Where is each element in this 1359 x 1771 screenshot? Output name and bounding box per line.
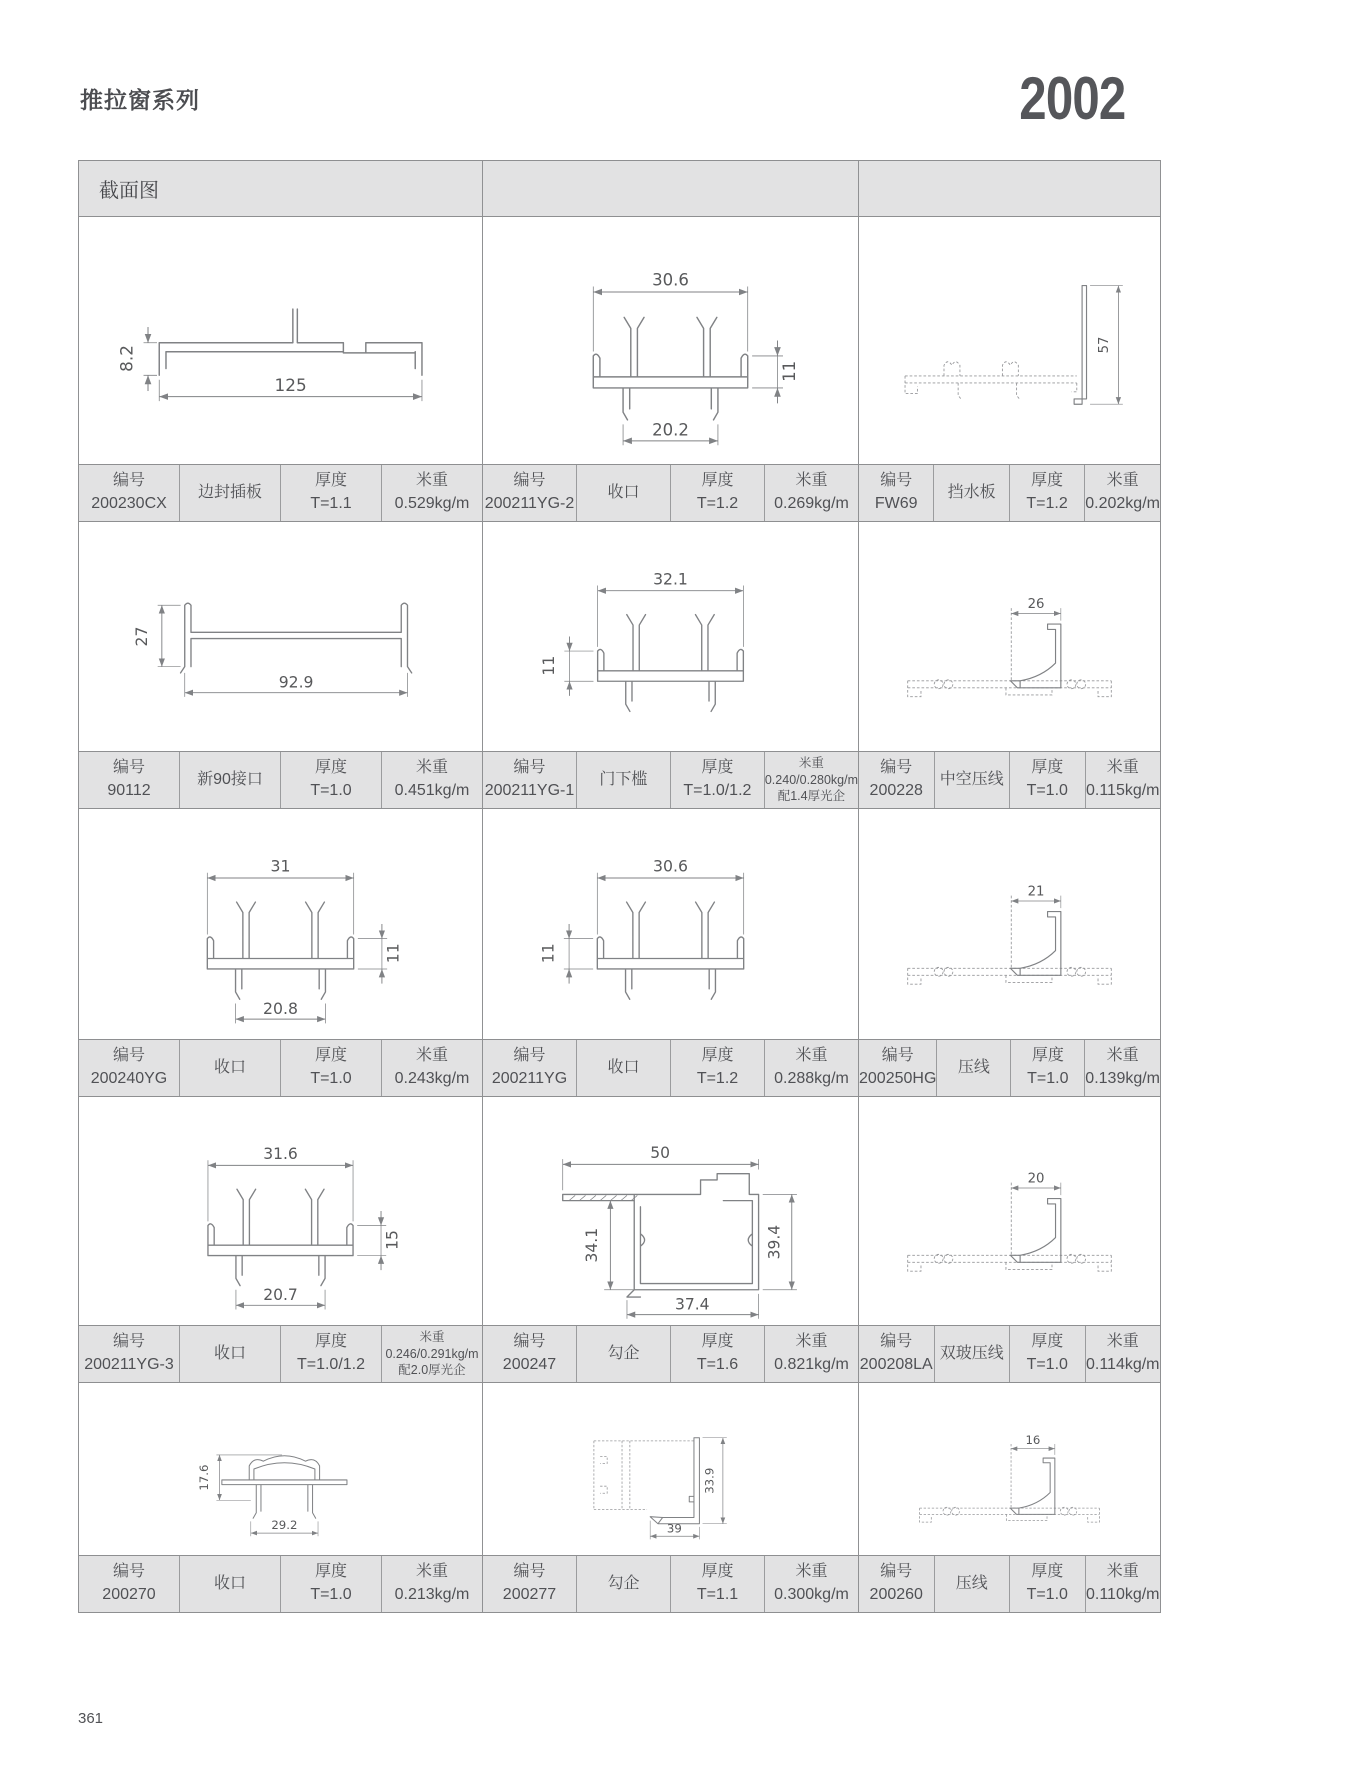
- profile-outline: [159, 309, 422, 375]
- weight-cell: 米重 0.300kg/m: [764, 1556, 858, 1612]
- name-cell: 勾企: [576, 1556, 670, 1612]
- weight-cell: 米重 0.213kg/m: [381, 1556, 482, 1612]
- dim-width: 29.2: [271, 1518, 298, 1533]
- name-cell: 收口: [179, 1556, 280, 1612]
- name-cell: 挡水板: [933, 465, 1008, 521]
- thickness-cell: 厚度 T=1.6: [670, 1326, 764, 1382]
- header-cell: [483, 161, 859, 216]
- diagram-row-1: [79, 217, 1161, 464]
- name-cell: 边封插板: [179, 465, 280, 521]
- dim-height: 8.2: [116, 345, 137, 372]
- info-200211YG-3: [79, 1326, 483, 1382]
- dim-width: 26: [1027, 597, 1045, 613]
- info-row-2: [79, 751, 1161, 809]
- name-cell: 新90接口: [179, 752, 280, 808]
- dim-height: 17.6: [196, 1464, 211, 1491]
- dim-width: 20: [1027, 1171, 1045, 1187]
- info-200247: [483, 1326, 859, 1382]
- diagram-200211YG-3: [79, 1097, 483, 1325]
- info-row-1: [79, 464, 1161, 522]
- dim-bottom: 20.8: [263, 998, 298, 1018]
- code-cell: 编号 200240YG: [90, 1047, 168, 1087]
- thickness-cell: 厚度 T=1.0/1.2: [670, 752, 764, 808]
- diagram-200250HG: [859, 809, 1161, 1039]
- diagram-200211YG-1: [483, 522, 859, 751]
- section-header-cell: [79, 161, 483, 216]
- code-cell: 编号 200250HG: [859, 1047, 937, 1087]
- code-cell: 编号 200247: [502, 1333, 557, 1373]
- diagram-200247: [483, 1097, 859, 1325]
- name-cell: 收口: [179, 1326, 280, 1382]
- weight-cell: 米重 0.115kg/m: [1085, 752, 1161, 808]
- dim-height: 57: [1096, 336, 1112, 354]
- diagram-row-5: [79, 1383, 1161, 1555]
- thickness-cell: 厚度 T=1.0/1.2: [280, 1326, 381, 1382]
- code-cell: 编号 200208LA: [859, 1333, 933, 1373]
- code-cell: 编号 200228: [869, 759, 923, 799]
- code-cell: 编号 200211YG-1: [484, 759, 575, 799]
- dim-width: 92.9: [278, 673, 314, 692]
- thickness-cell: 厚度 T=1.2: [670, 465, 764, 521]
- thickness-cell: 厚度 T=1.0: [1010, 1040, 1084, 1096]
- dim-top: 50: [650, 1144, 671, 1163]
- diagram-row-4: [79, 1097, 1161, 1325]
- dim-width: 125: [274, 375, 307, 396]
- info-200240YG: [79, 1040, 483, 1096]
- diagram-90112: [79, 522, 483, 751]
- dim-top: 30.6: [652, 270, 689, 290]
- dim-left: 34.1: [582, 1227, 601, 1263]
- code-cell: 编号 200211YG-3: [84, 1333, 174, 1373]
- thickness-cell: 厚度 T=1.0: [280, 752, 381, 808]
- name-cell: 收口: [179, 1040, 280, 1096]
- thickness-cell: 厚度 T=1.1: [670, 1556, 764, 1612]
- name-cell: 压线: [934, 1556, 1010, 1612]
- info-200277: [483, 1556, 859, 1612]
- thickness-cell: 厚度 T=1.0: [280, 1040, 381, 1096]
- diagram-200228: [859, 522, 1161, 751]
- dim-top: 32.1: [653, 570, 688, 589]
- dim-side: 15: [383, 1230, 402, 1250]
- dim-bottom: 20.2: [652, 420, 689, 440]
- info-row-3: [79, 1039, 1161, 1097]
- name-cell: 收口: [576, 1040, 670, 1096]
- weight-cell: 米重 0.202kg/m: [1084, 465, 1160, 521]
- table-header-row: [79, 160, 1161, 217]
- info-FW69: [859, 465, 1161, 521]
- name-cell: 双玻压线: [934, 1326, 1010, 1382]
- diagram-200230CX: [79, 217, 483, 464]
- model-number: 2002: [1018, 65, 1125, 132]
- weight-cell: 米重 0.246/0.291kg/m 配2.0厚光企: [381, 1326, 482, 1382]
- weight-cell: 米重 0.451kg/m: [381, 752, 482, 808]
- thickness-cell: 厚度 T=1.0: [1009, 752, 1085, 808]
- thickness-cell: 厚度 T=1.0: [1009, 1326, 1085, 1382]
- thickness-cell: 厚度 T=1.2: [1009, 465, 1084, 521]
- diagram-200260: [859, 1383, 1161, 1555]
- name-cell: 收口: [576, 465, 670, 521]
- diagram-row-3: [79, 809, 1161, 1039]
- info-200211YG-1: [483, 752, 859, 808]
- dim-width: 16: [1025, 1432, 1041, 1447]
- code-cell: 编号 200270: [102, 1563, 156, 1603]
- info-200208LA: [859, 1326, 1161, 1382]
- code-cell: 编号 FW69: [874, 472, 918, 512]
- info-200230CX: [79, 465, 483, 521]
- dim-bottom: 37.4: [674, 1295, 710, 1314]
- dim-height: 33.9: [702, 1467, 717, 1494]
- weight-cell: 米重 0.139kg/m: [1084, 1040, 1160, 1096]
- diagram-200240YG: [79, 809, 483, 1039]
- thickness-cell: 厚度 T=1.0: [1009, 1556, 1085, 1612]
- info-90112: [79, 752, 483, 808]
- thickness-cell: 厚度 T=1.1: [280, 465, 381, 521]
- weight-cell: 米重 0.529kg/m: [381, 465, 482, 521]
- weight-cell: 米重 0.110kg/m: [1085, 1556, 1161, 1612]
- name-cell: 中空压线: [934, 752, 1010, 808]
- name-cell: 勾企: [576, 1326, 670, 1382]
- dim-side: 11: [538, 943, 558, 964]
- info-200260: [859, 1556, 1161, 1612]
- dim-right: 39.4: [765, 1224, 784, 1260]
- dim-top: 31.6: [263, 1145, 298, 1164]
- dim-width: 21: [1027, 884, 1045, 900]
- weight-note: 配2.0厚光企: [398, 1363, 466, 1378]
- weight-cell: 米重 0.821kg/m: [764, 1326, 858, 1382]
- weight-note: 配1.4厚光企: [777, 789, 846, 804]
- code-cell: 编号 200211YG: [491, 1047, 568, 1087]
- diagram-200211YG: [483, 809, 859, 1039]
- weight-cell: 米重 0.288kg/m: [764, 1040, 858, 1096]
- diagram-row-2: [79, 522, 1161, 751]
- dim-side: 11: [780, 360, 800, 382]
- diagram-200211YG-2: [483, 217, 859, 464]
- thickness-cell: 厚度 T=1.0: [280, 1556, 381, 1612]
- weight-cell: 米重 0.240/0.280kg/m 配1.4厚光企: [764, 752, 858, 808]
- info-200211YG-2: [483, 465, 859, 521]
- diagram-200270: [79, 1383, 483, 1555]
- weight-cell: 米重 0.243kg/m: [381, 1040, 482, 1096]
- code-cell: 编号 200211YG-2: [484, 472, 575, 512]
- name-cell: 压线: [936, 1040, 1010, 1096]
- info-200250HG: [859, 1040, 1161, 1096]
- info-200211YG: [483, 1040, 859, 1096]
- dim-top: 30.6: [653, 856, 688, 876]
- name-cell: 门下槛: [576, 752, 670, 808]
- code-cell: 编号 90112: [107, 759, 151, 799]
- dim-height: 27: [133, 626, 152, 647]
- section-label: 截面图: [99, 180, 159, 202]
- page-number: 361: [78, 1710, 104, 1727]
- weight-cell: 米重 0.269kg/m: [764, 465, 858, 521]
- code-cell: 编号 200277: [502, 1563, 557, 1603]
- info-row-4: [79, 1325, 1161, 1383]
- code-cell: 编号 200260: [869, 1563, 923, 1603]
- diagram-200277: [483, 1383, 859, 1555]
- info-200228: [859, 752, 1161, 808]
- dim-width: 39: [666, 1521, 682, 1536]
- dim-top: 31: [270, 856, 291, 876]
- weight-cell: 米重 0.114kg/m: [1085, 1326, 1161, 1382]
- thickness-cell: 厚度 T=1.2: [670, 1040, 764, 1096]
- code-cell: 编号 200230CX: [91, 472, 167, 512]
- profile-table: [78, 160, 1161, 1613]
- dim-side: 11: [539, 655, 558, 676]
- dim-side: 11: [383, 943, 403, 964]
- info-row-5: [79, 1555, 1161, 1613]
- series-title: 推拉窗系列: [80, 87, 200, 113]
- info-200270: [79, 1556, 483, 1612]
- dim-bottom: 20.7: [263, 1286, 298, 1305]
- diagram-200208LA: [859, 1097, 1161, 1325]
- diagram-FW69: [859, 217, 1161, 464]
- header-cell: [859, 161, 1161, 216]
